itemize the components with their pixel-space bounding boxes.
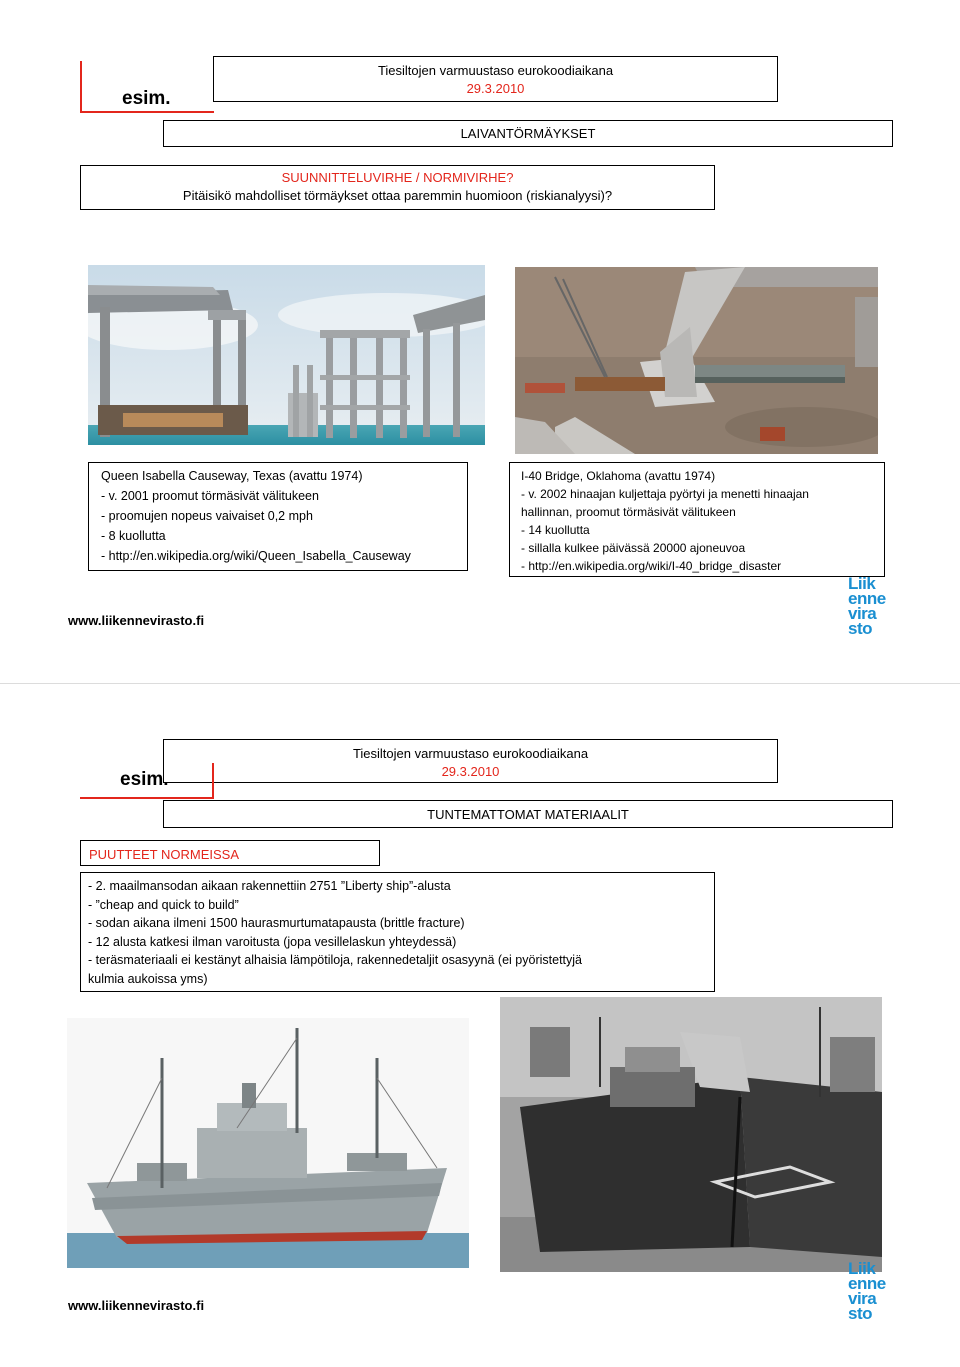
logo-line: sto (848, 1304, 872, 1323)
footer-url[interactable]: www.liikennevirasto.fi (68, 1298, 205, 1313)
logo-line: enne (848, 589, 886, 608)
broken-ship-photo-graphic (500, 997, 882, 1272)
left-caption-line: - v. 2001 proomut törmäsivät välitukeen (101, 489, 319, 503)
section-title-box (163, 120, 893, 147)
liberty-ship-list-box (80, 872, 715, 992)
logo-line: vira (848, 1289, 877, 1308)
section-title: TUNTEMATTOMAT MATERIAALIT (427, 807, 629, 822)
esim-badge (80, 763, 214, 799)
liikennevirasto-logo (848, 1261, 886, 1321)
logo-line: enne (848, 1274, 886, 1293)
broken-ship-photo (500, 997, 882, 1272)
left-caption-line: - http://en.wikipedia.org/wiki/Queen_Isabella_Causeway (101, 549, 411, 563)
left-caption-box (88, 462, 468, 571)
footer-url[interactable]: www.liikennevirasto.fi (68, 613, 205, 628)
list-line: - sodan aikana ilmeni 1500 haurasmurtumatapausta (brittle fracture) (88, 916, 465, 930)
header-box (163, 739, 778, 783)
slide-divider (0, 683, 960, 684)
causeway-photo (88, 265, 485, 445)
i40-bridge-photo (515, 267, 878, 454)
left-caption-line: Queen Isabella Causeway, Texas (avattu 1974) (101, 469, 363, 483)
section-title-box (163, 800, 893, 828)
list-line: - 12 alusta katkesi ilman varoitusta (jopa vesillelaskun yhteydessä) (88, 934, 457, 949)
question-line-1: SUUNNITTELUVIRHE / NORMIVIRHE? (281, 170, 514, 185)
right-caption-line: - sillalla kulkee päivässä 20000 ajoneuvoa (521, 541, 746, 555)
section-title: LAIVANTÖRMÄYKSET (460, 126, 596, 141)
question-box (80, 165, 715, 210)
tag-box (80, 840, 380, 866)
esim-badge (80, 61, 214, 113)
right-caption-line: hallinnan, proomut törmäsivät välitukeen (521, 505, 736, 519)
list-line: - 2. maailmansodan aikaan rakennettiin 2751 ”Liberty ship”-alusta (88, 879, 451, 893)
i40-bridge-photo-graphic (515, 267, 878, 454)
right-caption-line: - http://en.wikipedia.org/wiki/I-40_bridge_disaster (521, 559, 782, 573)
list-line: kulmia aukoissa yms) (88, 971, 208, 986)
esim-label: esim. (120, 769, 169, 790)
header-box (213, 56, 778, 102)
header-title: Tiesiltojen varmuustaso eurokoodiaikana (352, 746, 589, 761)
header-date: 29.3.2010 (466, 81, 525, 96)
right-caption-line: - 14 kuollutta (521, 523, 590, 537)
esim-label: esim. (122, 88, 171, 109)
right-caption-line: I-40 Bridge, Oklahoma (avattu 1974) (521, 469, 716, 483)
question-line-2: Pitäisikö mahdolliset törmäykset ottaa paremmin huomioon (riskianalyysi)? (182, 188, 613, 203)
list-line: - teräsmateriaali ei kestänyt alhaisia lämpötiloja, rakennedetaljit osasyynä (ei pyöristettyjä (88, 953, 582, 967)
liberty-ship-photo (67, 1018, 469, 1268)
header-date: 29.3.2010 (441, 764, 500, 779)
left-caption-line: - 8 kuollutta (101, 529, 166, 543)
tag-label: PUUTTEET NORMEISSA (89, 847, 240, 862)
causeway-photo-graphic (88, 265, 485, 445)
liikennevirasto-logo (848, 576, 886, 636)
liberty-ship-photo-graphic (67, 1018, 469, 1268)
logo-line: sto (848, 619, 872, 638)
header-title: Tiesiltojen varmuustaso eurokoodiaikana (377, 63, 614, 78)
right-caption-box (509, 462, 885, 577)
left-caption-line: - proomujen nopeus vaivaiset 0,2 mph (101, 509, 313, 523)
logo-line: Liik (848, 1259, 876, 1278)
logo-line: vira (848, 604, 877, 623)
logo-line: Liik (848, 574, 876, 593)
right-caption-line: - v. 2002 hinaajan kuljettaja pyörtyi ja menetti hinaajan (521, 487, 809, 501)
list-line: - ”cheap and quick to build” (88, 897, 239, 912)
